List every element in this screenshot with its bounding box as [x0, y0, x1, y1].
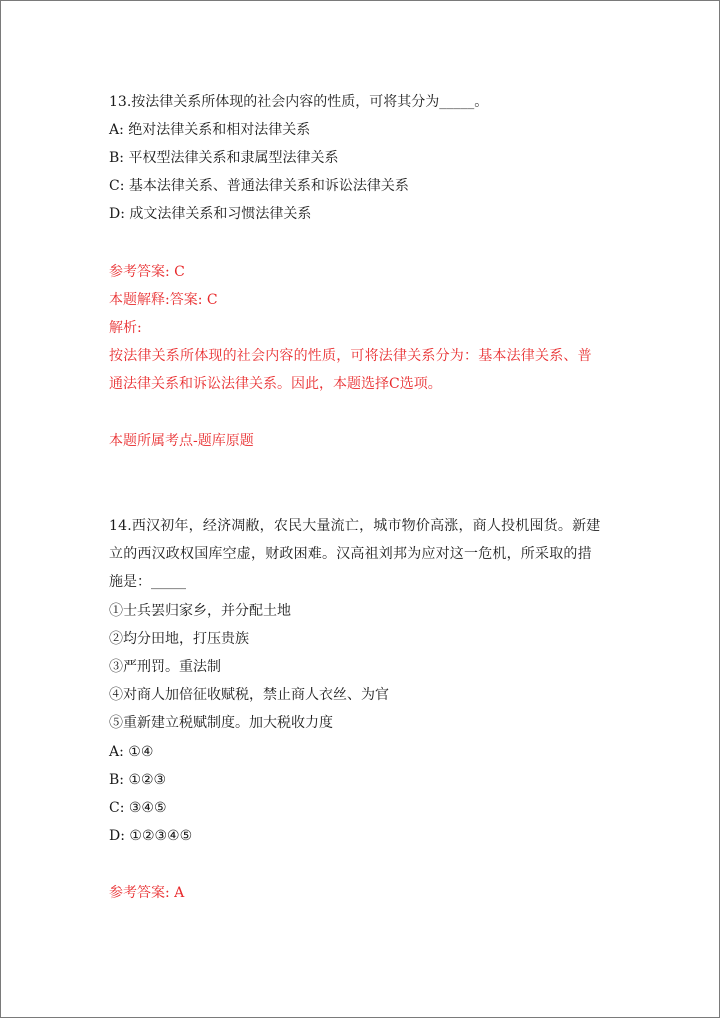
q14-stem-line-1: 14.西汉初年，经济凋敝，农民大量流亡，城市物价高涨，商人投机囤货。新建 — [109, 518, 601, 534]
q13-analysis-line-2: 通法律关系和诉讼法律关系。因此，本题选择C选项。 — [109, 376, 442, 392]
q14-item-5: ⑤重新建立税赋制度。加大税收力度 — [109, 715, 333, 731]
q14-item-3: ③严刑罚。重法制 — [109, 659, 221, 675]
q13-topic: 本题所属考点-题库原题 — [109, 433, 254, 449]
q13-answer: 参考答案: C — [109, 264, 185, 280]
q14-stem-line-3: 施是：_____ — [109, 574, 186, 590]
q13-option-d: D: 成文法律关系和习惯法律关系 — [109, 206, 312, 222]
q14-item-4: ④对商人加倍征收赋税，禁止商人衣丝、为官 — [109, 687, 389, 703]
q14-answer: 参考答案: A — [109, 885, 185, 901]
q13-option-b: B: 平权型法律关系和隶属型法律关系 — [109, 150, 339, 166]
q13-analysis-line-1: 按法律关系所体现的社会内容的性质，可将法律关系分为：基本法律关系、普 — [109, 348, 592, 364]
q14-item-2: ②均分田地，打压贵族 — [109, 631, 249, 647]
q14-option-c: C: ③④⑤ — [109, 800, 167, 816]
q14-option-a: A: ①④ — [109, 744, 154, 760]
q14-item-1: ①士兵罢归家乡，并分配土地 — [109, 603, 291, 619]
q13-option-c: C: 基本法律关系、普通法律关系和诉讼法律关系 — [109, 178, 409, 194]
q13-option-a: A: 绝对法律关系和相对法律关系 — [109, 122, 311, 138]
q14-option-b: B: ①②③ — [109, 772, 167, 788]
q13-stem: 13.按法律关系所体现的社会内容的性质，可将其分为_____。 — [109, 94, 489, 110]
q13-analysis-label: 解析: — [109, 320, 142, 336]
q13-explanation-title: 本题解释:答案: C — [109, 292, 218, 308]
q14-stem-line-2: 立的西汉政权国库空虚，财政困难。汉高祖刘邦为应对这一危机，所采取的措 — [109, 546, 592, 562]
q14-option-d: D: ①②③④⑤ — [109, 828, 193, 844]
